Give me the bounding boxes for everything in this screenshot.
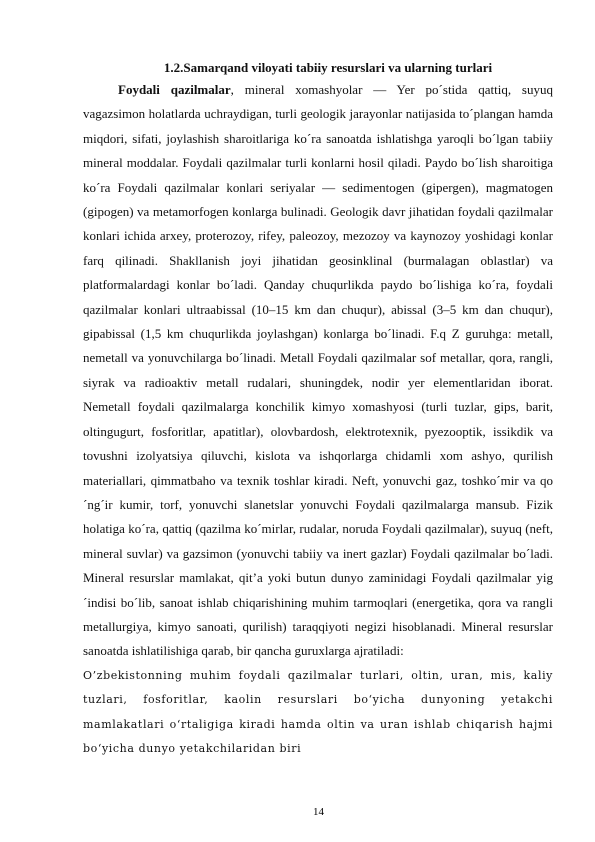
- lead-term: Foydali qazilmalar: [118, 82, 231, 97]
- page-title: 1.2.Samarqand viloyati tabiiy resurslari va ularning turlari: [163, 60, 493, 75]
- page-number: 14: [313, 806, 324, 818]
- main-paragraph-text: , mineral xomashyolar — Yer po´stida qattiq, suyuq vagazsimon holatlarda uchraydigan, turli geologik jarayonlar natijasida to´plangan hamda miqdori, sifati, joylashish sharoitlariga ko´ra sanoatda ishlatishga yaroqli bo´lgan tabiiy mineral moddalar. Foydali qazilmalar turli konlarni hosil qiladi. Paydo bo´lish sharoitiga ko´ra Foydali qazilmalar konlari seriyalar — sedimentogen (gipergen), magmatogen (gipogen) va metamorfogen konlarga bulinadi. Geologik davr jihatidan foydali qazilmalar konlari ichida arxey, proterozoy, rifey, paleozoy, mezozoy va kaynozoy yoshidagi konlar farq qilinadi. Shakllanish joyi jihatidan geosinklinal (burmalagan oblastlar) va platformalardagi konlar bo´ladi. Qanday chuqurlikda paydo bo´lishiga ko´ra, foydali qazilmalar konlari ultraabissal (10–15 km dan chuqur), abissal (3–5 km dan chuqur), gipabissal (1,5 km chuqurlikda joylashgan) konlarga bo´linadi. F.q Z guruhga: metall, nemetall va yonuvchilarga bo´linadi. Metall Foydali qazilmalar sof metallar, qora, rangli, siyrak va radioaktiv metall rudalari, shuningdek, nodir yer elementlaridan iborat. Nemetall foydali qazilmalarga konchilik kimyo xomashyosi (turli tuzlar, gips, barit, oltingugurt, fosforitlar, apatitlar), olovbardosh, elektrotexnik, pyezooptik, issikdik va tovushni izolyatsiya qiluvchi, kislota va ishqorlarga chidamli xom ashyo, qurilish materiallari, qimmatbaho va texnik toshlar kiradi. Neft, yonuvchi gaz, toshko´mir va qo´ng´ir kumir, torf, yonuvchi slanetslar yonuvchi Foydali qazilmalarga mansub. Fizik holatiga ko´ra, qattiq (qazilma ko´mirlar, rudalar, noruda Foydali qazilmalar), suyuq (neft, mineral suvlar) va gazsimon (yonuvchi tabiiy va inert gazlar) Foydali qazilmalar bo´ladi. Mineral resurslar mamlakat, qit’a yoki butun dunyo zaminidagi Foydali qazilmalar yig´indisi bo´lib, sanoat ishlab chiqarishining muhim tarmoqlari (energetika, qora va rangli metallurgiya, kimyo sanoati, qurilish) taraqqiyoti negizi hisoblanadi. Mineral resurslar sanoatda ishlatilishiga qarab, bir qancha guruxlarga ajratiladi:: [83, 82, 553, 659]
- main-paragraph: [83, 78, 553, 664]
- small-paragraph: O’zbekistonning muhim foydali qazilmalar turlari, oltin, uran, mis, kaliy tuzlari, fosforitlar, kaolin resurslari bo‘yicha dunyoning yetakchi mamlakatlari o‘rtaligiga kiradi hamda oltin va uran ishlab chiqarish hajmi bo‘yicha dunyo yetakchilaridan biri: [83, 668, 553, 755]
